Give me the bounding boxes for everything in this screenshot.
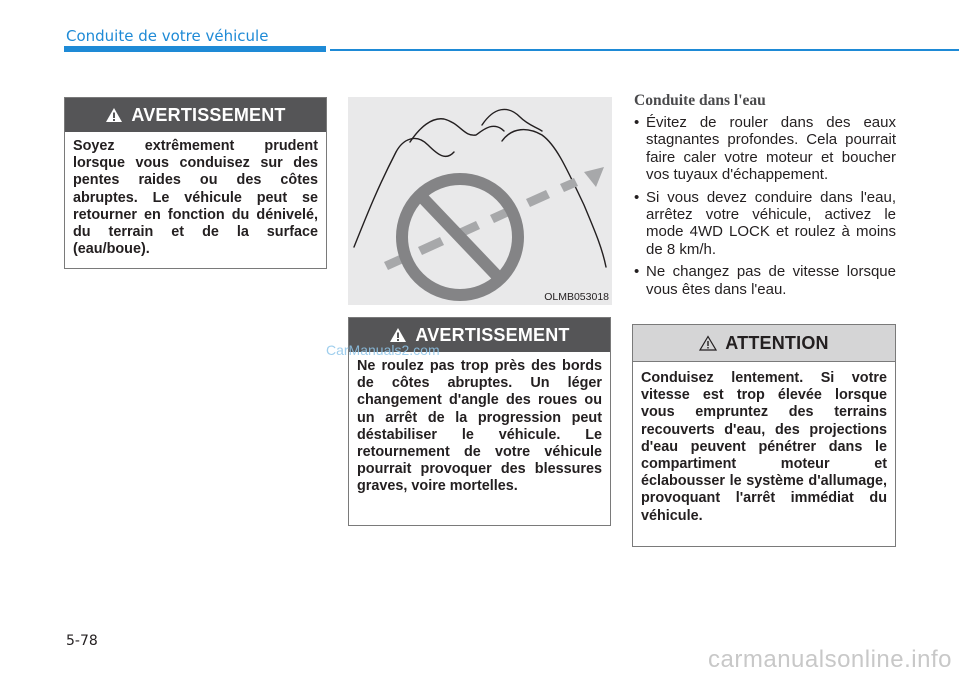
warning-box-left (64, 97, 327, 269)
attention-title: ATTENTION (725, 332, 829, 353)
figure-panel (348, 97, 612, 305)
warning-triangle-icon (105, 107, 123, 123)
header-rule-thick (64, 46, 326, 52)
water-heading: Conduite dans l'eau (634, 92, 766, 109)
warning-header (65, 98, 326, 132)
section-title: Conduite de votre véhicule (66, 27, 269, 45)
list-item: • Si vous devez conduire dans l'eau, arrêtez votre véhicule, activez le mode 4WD LOCK et roulez à moins de 8 km/h. (634, 189, 896, 259)
warning-text: Soyez extrêmement prudent lorsque vous conduisez sur des pentes raides ou des côtes abruptes. Le véhicule peut se retourner en fonction du dénivelé, du terrain et de la surface (eau/boue). (73, 138, 318, 258)
warning-triangle-icon (389, 327, 407, 343)
attention-box (632, 324, 896, 547)
list-item: • Évitez de rouler dans des eaux stagnantes profondes. Cela pourrait faire caler votre moteur et boucher vos tuyaux d'échappement. (634, 114, 896, 184)
attention-triangle-icon (699, 335, 717, 351)
water-section (634, 92, 896, 303)
attention-text: Conduisez lentement. Si votre vitesse est trop élevée lorsque vous empruntez des terrains recouverts d'eau, des projections d'eau peuvent pénétrer dans le compartiment moteur et éclabousser le système d'allumage, provoquant l'arrêt immédiat du véhicule. (641, 370, 887, 524)
watermark: CarManuals2.com (326, 342, 440, 358)
page-number: 5-78 (66, 633, 98, 649)
attention-header (633, 325, 895, 362)
header-rule-thin (330, 49, 959, 51)
figure-code: OLMB053018 (544, 291, 609, 303)
warning-title: AVERTISSEMENT (415, 324, 570, 345)
footer-watermark: carmanualsonline.info (708, 646, 952, 673)
list-item: • Ne changez pas de vitesse lorsque vous êtes dans l'eau. (634, 263, 896, 298)
water-bullet-list (634, 114, 896, 298)
warning-text: Ne roulez pas trop près des bords de côtes abruptes. Un léger changement d'angle des roues ou un arrêt de la progression peut déstabiliser le véhicule. Le retournement de votre véhicule pourrait provoquer des blessures graves, voire mortelles. (357, 358, 602, 495)
warning-title: AVERTISSEMENT (131, 104, 286, 125)
steep-slope-prohibited-illustration (348, 97, 612, 305)
